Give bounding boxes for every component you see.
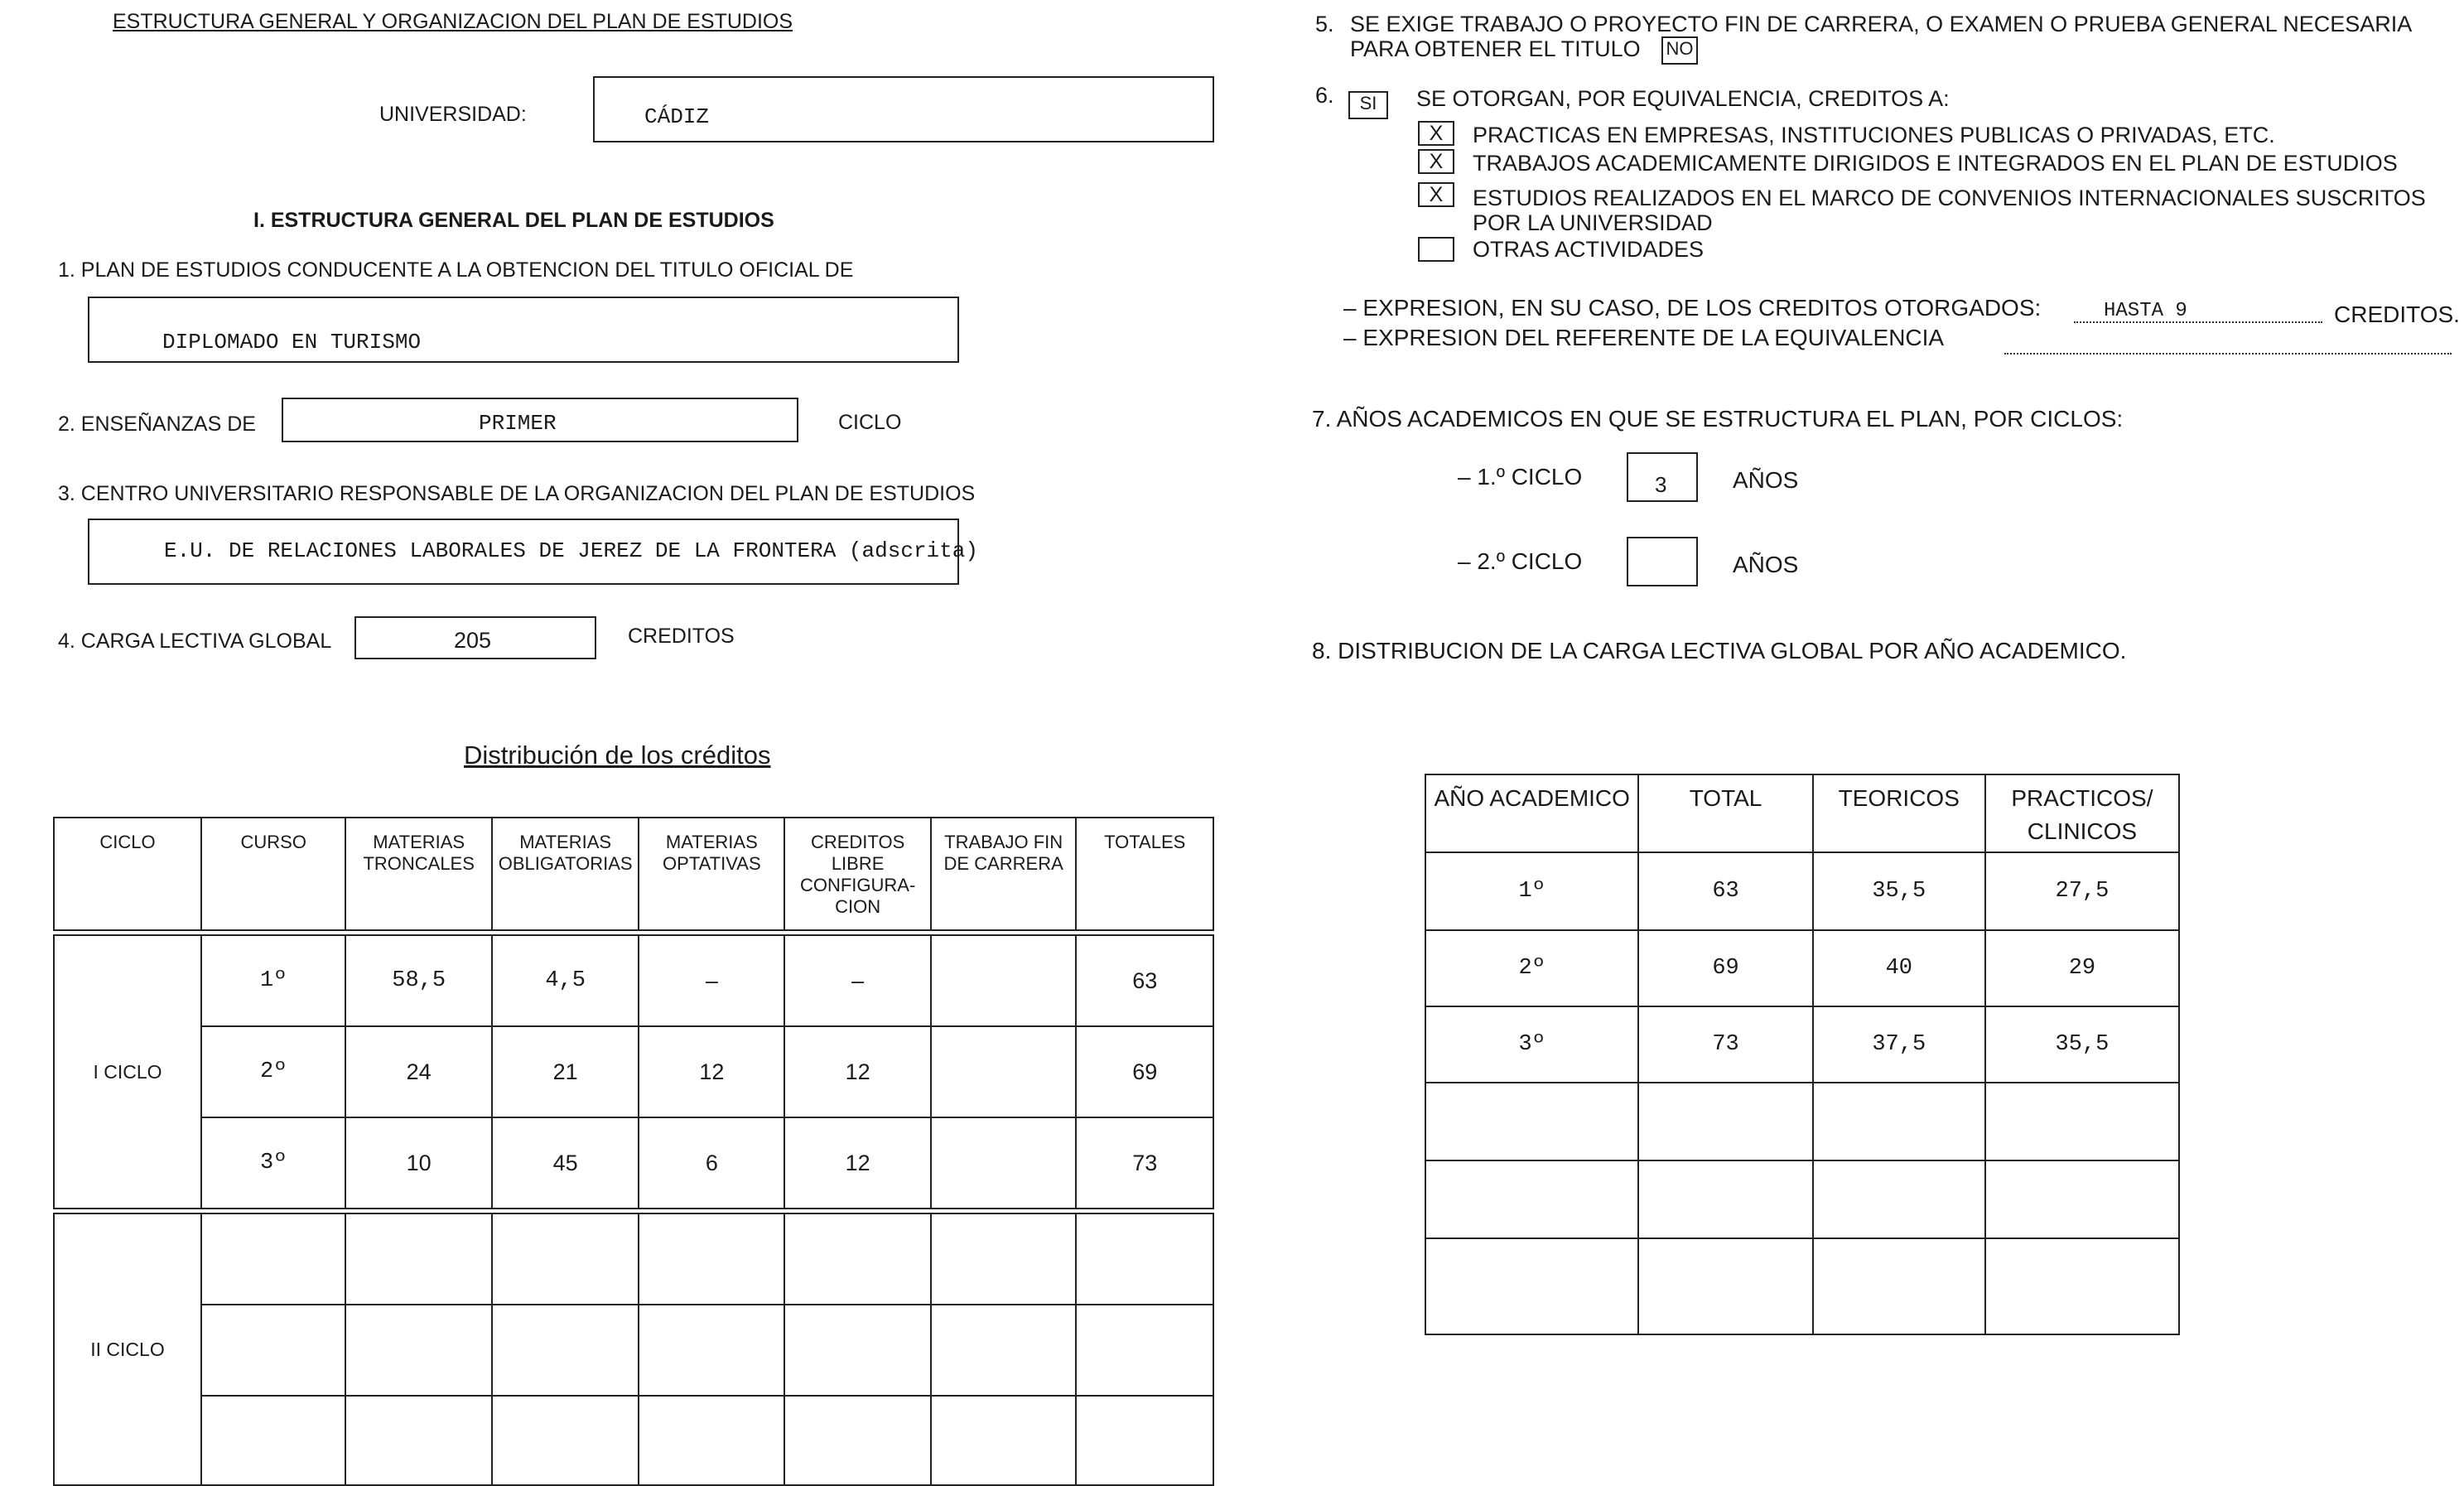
cell-practicos: 29 [1985, 930, 2179, 1006]
col-obligatorias: MATERIAS OBLIGATORIAS [492, 818, 639, 930]
ciclo2-label: – 2.º CICLO [1458, 548, 1583, 574]
table-row [54, 1396, 1213, 1485]
cell-curso: 2º [201, 1026, 345, 1117]
cell-totales: 63 [1076, 935, 1213, 1026]
table-row [1425, 1160, 2179, 1238]
col-libre: CREDITOS LIBRE CONFIGURA-CION [784, 818, 931, 930]
cell-optativas: – [639, 935, 784, 1026]
option-label: TRABAJOS ACADEMICAMENTE DIRIGIDOS E INTEGRADOS EN EL PLAN DE ESTUDIOS [1473, 151, 2398, 176]
cell-teoricos: 35,5 [1813, 852, 1985, 930]
table-row [54, 935, 1213, 1026]
col-troncales: MATERIAS TRONCALES [345, 818, 491, 930]
ensenanzas-field [282, 398, 798, 442]
cell-teoricos: 40 [1813, 930, 1985, 1006]
cell-teoricos: 37,5 [1813, 1006, 1985, 1083]
centro-value: E.U. DE RELACIONES LABORALES DE JEREZ DE LA FRONTERA (adscrita) [164, 538, 978, 563]
cell-troncales: 58,5 [345, 935, 491, 1026]
credits-table [53, 817, 1214, 1486]
cell-totales: 69 [1076, 1026, 1213, 1117]
col-curso: CURSO [201, 818, 345, 930]
table-row [54, 1117, 1213, 1209]
item6-answer-box: SI [1348, 91, 1388, 119]
table-row [1425, 1083, 2179, 1160]
table-row [1425, 930, 2179, 1006]
universidad-field [593, 76, 1214, 142]
expr1-value: HASTA 9 [2104, 300, 2187, 322]
col-totales: TOTALES [1076, 818, 1213, 930]
cell-obligatorias: 4,5 [492, 935, 639, 1026]
cell-optativas: 6 [639, 1117, 784, 1209]
distribution-title: Distribución de los créditos [464, 741, 771, 770]
cell-totales: 73 [1076, 1117, 1213, 1209]
col-ciclo: CICLO [54, 818, 201, 930]
cell-trabajo [931, 1117, 1076, 1209]
table-row [54, 1305, 1213, 1396]
cell-practicos: 27,5 [1985, 852, 2179, 930]
ciclo1-unit: AÑOS [1733, 467, 1799, 493]
item4-label: 4. CARGA LECTIVA GLOBAL [58, 630, 332, 653]
item2-label: 2. ENSEÑANZAS DE [58, 413, 256, 436]
item5-answer-box: NO [1661, 36, 1698, 65]
expr1-label: – EXPRESION, EN SU CASO, DE LOS CREDITOS OTORGADOS: [1343, 295, 2042, 321]
col-trabajo: TRABAJO FIN DE CARRERA [931, 818, 1076, 930]
cell-practicos: 35,5 [1985, 1006, 2179, 1083]
col-optativas: MATERIAS OPTATIVAS [639, 818, 784, 930]
universidad-label: UNIVERSIDAD: [379, 103, 527, 126]
section-title: I. ESTRUCTURA GENERAL DEL PLAN DE ESTUDIOS [253, 209, 774, 232]
centro-field [88, 519, 978, 585]
item1-label: 1. PLAN DE ESTUDIOS CONDUCENTE A LA OBTENCION DEL TITULO OFICIAL DE [58, 258, 854, 282]
cell-libre: 12 [784, 1117, 931, 1209]
item7-label: 7. AÑOS ACADEMICOS EN QUE SE ESTRUCTURA EL PLAN, POR CICLOS: [1312, 406, 2124, 432]
table-row [54, 1213, 1213, 1305]
ciclo1-label: – 1.º CICLO [1458, 464, 1583, 490]
cell-total: 69 [1638, 930, 1812, 1006]
item3-label: 3. CENTRO UNIVERSITARIO RESPONSABLE DE LA ORGANIZACION DEL PLAN DE ESTUDIOS [58, 482, 976, 505]
cell-year: 3º [1425, 1006, 1638, 1083]
col-teoricos: TEORICOS [1813, 774, 1985, 852]
cell-libre: 12 [784, 1026, 931, 1117]
cell-libre: – [784, 935, 931, 1026]
titulo-field [88, 297, 959, 363]
ciclo1-field [1627, 452, 1698, 502]
table-row [1425, 1238, 2179, 1334]
col-ano: AÑO ACADEMICO [1425, 774, 1638, 852]
item5-line1: SE EXIGE TRABAJO O PROYECTO FIN DE CARRERA, O EXAMEN O PRUEBA GENERAL NECESARIA [1350, 12, 2413, 36]
expr1-suffix: CREDITOS. [2334, 302, 2460, 327]
item2-suffix: CICLO [838, 411, 902, 434]
table-header-row [1425, 774, 2179, 852]
cell-curso: 1º [201, 935, 345, 1026]
titulo-value: DIPLOMADO EN TURISMO [162, 330, 422, 355]
carga-field [354, 616, 596, 659]
cell-optativas: 12 [639, 1026, 784, 1117]
option-label-cont: POR LA UNIVERSIDAD [1473, 210, 1713, 235]
option-checkbox: X [1418, 182, 1454, 207]
universidad-value: CÁDIZ [644, 104, 710, 129]
ensenanzas-value: PRIMER [479, 411, 557, 436]
ciclo2-unit: AÑOS [1733, 552, 1799, 577]
table-row [1425, 1006, 2179, 1083]
ciclo1-value: 3 [1655, 472, 1667, 497]
item4-suffix: CREDITOS [628, 625, 735, 648]
expr2-label: – EXPRESION DEL REFERENTE DE LA EQUIVALENCIA [1343, 325, 1945, 350]
table-row [54, 1026, 1213, 1117]
cell-total: 73 [1638, 1006, 1812, 1083]
ciclo2-field [1627, 537, 1698, 586]
cell-trabajo [931, 935, 1076, 1026]
item5-number: 5. [1315, 12, 1334, 36]
cell-total: 63 [1638, 852, 1812, 930]
cell-year: 2º [1425, 930, 1638, 1006]
option-checkbox [1418, 237, 1454, 262]
option-label: OTRAS ACTIVIDADES [1473, 237, 1705, 262]
option-label: PRACTICAS EN EMPRESAS, INSTITUCIONES PUBLICAS O PRIVADAS, ETC. [1473, 123, 2275, 147]
option-label: ESTUDIOS REALIZADOS EN EL MARCO DE CONVENIOS INTERNACIONALES SUSCRITOS [1473, 186, 2426, 210]
cell-troncales: 24 [345, 1026, 491, 1117]
expr2-line [2004, 353, 2452, 355]
year-table [1425, 774, 2180, 1335]
item8-label: 8. DISTRIBUCION DE LA CARGA LECTIVA GLOBAL POR AÑO ACADEMICO. [1312, 638, 2127, 663]
cell-obligatorias: 21 [492, 1026, 639, 1117]
cell-obligatorias: 45 [492, 1117, 639, 1209]
col-total: TOTAL [1638, 774, 1812, 852]
carga-value: 205 [454, 628, 492, 653]
cell-trabajo [931, 1026, 1076, 1117]
item6-number: 6. [1315, 83, 1334, 108]
table-row [1425, 852, 2179, 930]
cell-troncales: 10 [345, 1117, 491, 1209]
cycle2-label: II CICLO [54, 1213, 201, 1485]
cell-year: 1º [1425, 852, 1638, 930]
table-header-row [54, 818, 1213, 930]
cell-curso: 3º [201, 1117, 345, 1209]
cycle1-label: I CICLO [54, 935, 201, 1209]
option-checkbox: X [1418, 121, 1454, 146]
item6-label: SE OTORGAN, POR EQUIVALENCIA, CREDITOS A: [1416, 86, 1950, 111]
item5-line2: PARA OBTENER EL TITULO [1350, 36, 1641, 61]
col-practicos: PRACTICOS/ CLINICOS [1985, 774, 2179, 852]
option-checkbox: X [1418, 149, 1454, 174]
form-title: ESTRUCTURA GENERAL Y ORGANIZACION DEL PLAN DE ESTUDIOS [113, 10, 793, 33]
